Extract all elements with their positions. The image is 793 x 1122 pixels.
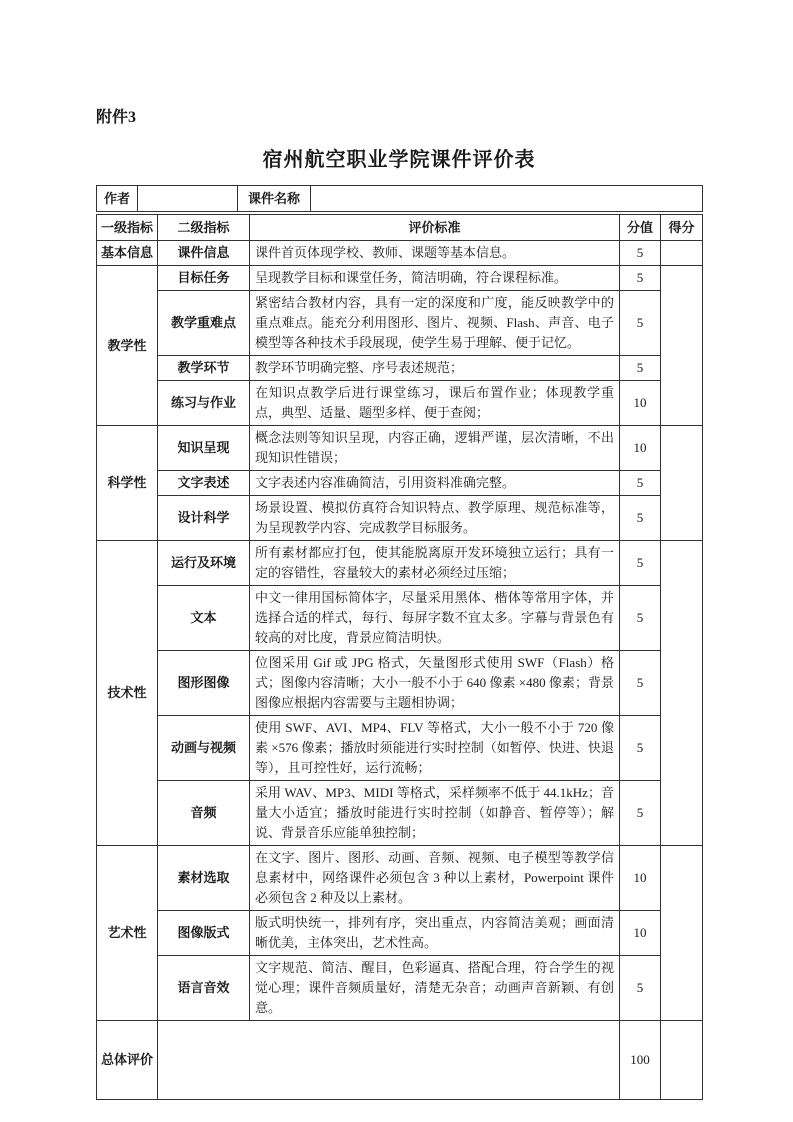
col-header-obtained: 得分 (661, 215, 703, 241)
criteria-text: 在知识点教学后进行课堂练习，课后布置作业；体现教学重点，典型、适量、题型多样、便于查阅； (250, 381, 620, 426)
table-row (97, 356, 703, 381)
obtained-score-field[interactable] (661, 426, 703, 541)
courseware-name-label: 课件名称 (238, 186, 311, 212)
level2-indicator: 文字表述 (158, 471, 250, 496)
level2-indicator: 设计科学 (158, 496, 250, 541)
level2-indicator: 图像版式 (158, 911, 250, 956)
criteria-text: 概念法则等知识呈现，内容正确，逻辑严谨，层次清晰，不出现知识性错误； (250, 426, 620, 471)
score-value: 10 (620, 426, 661, 471)
level2-indicator: 音频 (158, 781, 250, 846)
level2-indicator: 动画与视频 (158, 716, 250, 781)
obtained-score-field[interactable] (661, 266, 703, 426)
author-label: 作者 (97, 186, 138, 212)
obtained-score-field[interactable] (661, 241, 703, 266)
table-row (97, 956, 703, 1021)
level2-indicator: 目标任务 (158, 266, 250, 291)
table-row (97, 586, 703, 651)
table-row (97, 266, 703, 291)
obtained-score-field[interactable] (661, 846, 703, 1021)
overall-comment-field[interactable] (158, 1021, 620, 1100)
criteria-text: 使用 SWF、AVI、MP4、FLV 等格式，大小一般不小于 720 像素 ×576 像素；播放时须能进行实时控制（如暂停、快进、快退等），且可控性好，运行流畅； (250, 716, 620, 781)
criteria-text: 中文一律用国标简体字，尽量采用黑体、楷体等常用字体，并选择合适的样式，每行、每屏字数不宜太多。字幕与背景色有较高的对比度，背景应简洁明快。 (250, 586, 620, 651)
table-row (97, 846, 703, 911)
criteria-text: 版式明快统一，排列有序，突出重点，内容简洁美观；画面清晰优美，主体突出，艺术性高。 (250, 911, 620, 956)
level2-indicator: 练习与作业 (158, 381, 250, 426)
criteria-text: 教学环节明确完整、序号表述规范； (250, 356, 620, 381)
overall-obtained-field[interactable] (661, 1021, 703, 1100)
col-header-level2: 二级指标 (158, 215, 250, 241)
page-title: 宿州航空职业学院课件评价表 (262, 149, 536, 171)
criteria-text: 在文字、图片、图形、动画、音频、视频、电子模型等教学信息素材中，网络课件必须包含 3 种以上素材，Powerpoint 课件必须包含 2 种及以上素材。 (250, 846, 620, 911)
overall-score: 100 (620, 1021, 661, 1100)
score-value: 5 (620, 781, 661, 846)
level2-indicator: 教学环节 (158, 356, 250, 381)
score-value: 5 (620, 541, 661, 586)
level1-cell-scientific: 科学性 (97, 426, 158, 541)
level2-indicator: 知识呈现 (158, 426, 250, 471)
info-table (96, 185, 703, 212)
level2-indicator: 语言音效 (158, 956, 250, 1021)
level2-indicator: 文本 (158, 586, 250, 651)
table-row (97, 291, 703, 356)
criteria-text: 课件首页体现学校、教师、课题等基本信息。 (250, 241, 620, 266)
attachment-label: 附件3 (96, 109, 137, 126)
level2-indicator: 图形图像 (158, 651, 250, 716)
score-value: 10 (620, 846, 661, 911)
col-header-level1: 一级指标 (97, 215, 158, 241)
criteria-text: 场景设置、模拟仿真符合知识特点、教学原理、规范标准等，为呈现教学内容、完成教学目标服务。 (250, 496, 620, 541)
table-row (97, 651, 703, 716)
table-row (97, 381, 703, 426)
score-value: 5 (620, 651, 661, 716)
overall-label: 总体评价 (97, 1021, 158, 1100)
level2-indicator: 素材选取 (158, 846, 250, 911)
score-value: 5 (620, 716, 661, 781)
score-value: 5 (620, 241, 661, 266)
criteria-text: 文字表述内容准确简洁，引用资料准确完整。 (250, 471, 620, 496)
table-row (97, 241, 703, 266)
score-value: 5 (620, 471, 661, 496)
header-row (97, 215, 703, 241)
score-value: 5 (620, 956, 661, 1021)
score-value: 5 (620, 496, 661, 541)
criteria-text: 位图采用 Gif 或 JPG 格式，矢量图形式使用 SWF（Flash）格式；图像内容清晰；大小一般不小于 640 像素 ×480 像素；背景图像应根据内容需要与主题相协调； (250, 651, 620, 716)
level2-indicator: 教学重难点 (158, 291, 250, 356)
evaluation-table (96, 214, 703, 1100)
obtained-score-field[interactable] (661, 541, 703, 846)
score-value: 5 (620, 291, 661, 356)
score-value: 10 (620, 911, 661, 956)
level1-cell-artistic: 艺术性 (97, 846, 158, 1021)
score-value: 10 (620, 381, 661, 426)
overall-row (97, 1021, 703, 1100)
criteria-text: 采用 WAV、MP3、MIDI 等格式，采样频率不低于 44.1kHz；音量大小适宜；播放时能进行实时控制（如静音、暂停等）；解说、背景音乐应能单独控制； (250, 781, 620, 846)
table-row (97, 471, 703, 496)
courseware-name-value-field[interactable] (311, 186, 703, 212)
criteria-text: 呈现教学目标和课堂任务，简洁明确，符合课程标准。 (250, 266, 620, 291)
col-header-criteria: 评价标准 (250, 215, 620, 241)
info-row (97, 186, 703, 212)
table-row (97, 496, 703, 541)
criteria-text: 紧密结合教材内容，具有一定的深度和广度，能反映教学中的重点难点。能充分利用图形、图片、视频、Flash、声音、电子模型等各种技术手段展现，使学生易于理解、便于记忆。 (250, 291, 620, 356)
level2-indicator: 运行及环境 (158, 541, 250, 586)
document-page (96, 0, 702, 1100)
table-row (97, 426, 703, 471)
score-value: 5 (620, 266, 661, 291)
level1-cell-basic-info: 基本信息 (97, 241, 158, 266)
criteria-text: 文字规范、简洁、醒目，色彩逼真、搭配合理，符合学生的视觉心理；课件音频质量好，清楚无杂音；动画声音新颖、有创意。 (250, 956, 620, 1021)
score-value: 5 (620, 356, 661, 381)
criteria-text: 所有素材都应打包，使其能脱离原开发环境独立运行；具有一定的容错性，容量较大的素材必须经过压缩； (250, 541, 620, 586)
table-row (97, 716, 703, 781)
level2-indicator: 课件信息 (158, 241, 250, 266)
table-row (97, 541, 703, 586)
level1-cell-teaching: 教学性 (97, 266, 158, 426)
level1-cell-technical: 技术性 (97, 541, 158, 846)
author-value-field[interactable] (138, 186, 238, 212)
table-row (97, 781, 703, 846)
score-value: 5 (620, 586, 661, 651)
col-header-score: 分值 (620, 215, 661, 241)
table-row (97, 911, 703, 956)
